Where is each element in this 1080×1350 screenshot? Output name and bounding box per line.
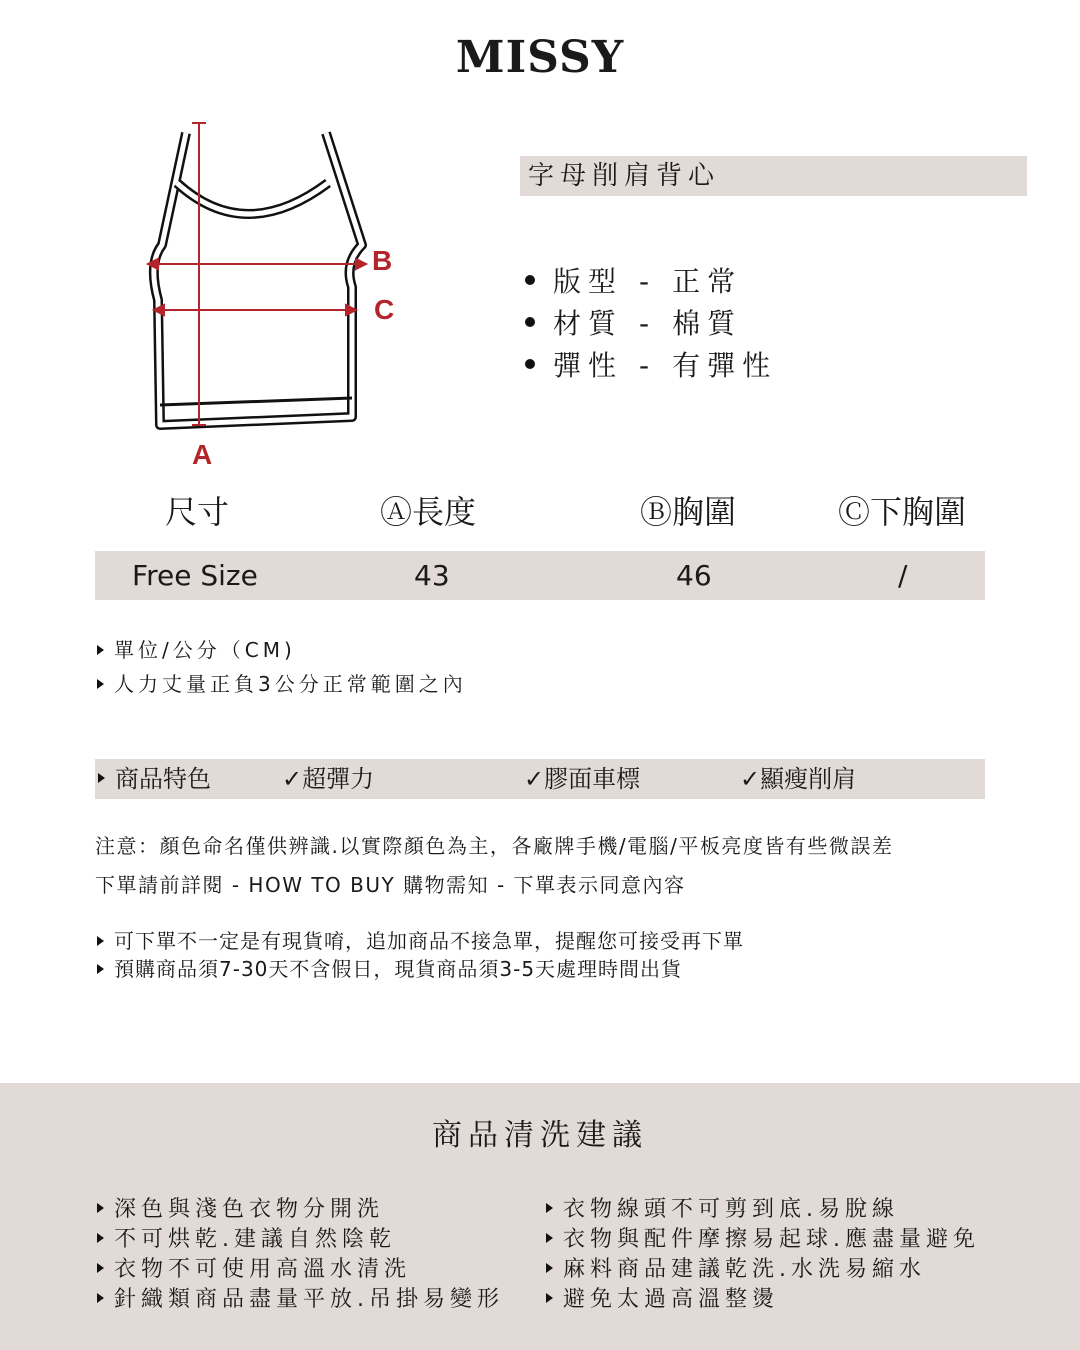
wash-tip: 衣物線頭不可剪到底.易脫線 (546, 1192, 899, 1223)
label-c: C (374, 294, 395, 325)
header-bust: Ⓑ胸圍 (640, 493, 737, 531)
label-b: B (372, 245, 393, 276)
wash-tip: 不可烘乾.建議自然陰乾 (97, 1222, 396, 1253)
feature-rubber-label: ✓膠面車標 (524, 765, 641, 793)
size-note-unit: 單位/公分（CM) (97, 634, 296, 663)
wash-tip: 衣物與配件摩擦易起球.應盡量避免 (546, 1222, 980, 1253)
triangle-bullet-icon (97, 1293, 104, 1303)
spec-material: 材質 - 棉質 (525, 302, 742, 342)
triangle-bullet-icon (97, 936, 104, 946)
triangle-bullet-icon (546, 1233, 553, 1243)
bullet-icon (525, 275, 535, 285)
tank-top-outline (154, 133, 362, 425)
header-underbust: Ⓒ下胸圍 (838, 493, 967, 531)
cell-size: Free Size (132, 559, 258, 592)
spec-fit: 版型 - 正常 (525, 260, 742, 300)
triangle-bullet-icon (98, 773, 105, 783)
bullet-icon (525, 359, 535, 369)
cell-length: 43 (414, 559, 450, 592)
cell-underbust: / (898, 559, 908, 592)
bullet-icon (525, 317, 535, 327)
triangle-bullet-icon (97, 645, 104, 655)
cell-bust: 46 (676, 559, 712, 592)
spec-elasticity: 彈性 - 有彈性 (525, 344, 777, 384)
triangle-bullet-icon (97, 1263, 104, 1273)
product-title: 字母削肩背心 (528, 161, 721, 191)
caution-line-2: 下單請前詳閱 - HOW TO BUY 購物需知 - 下單表示同意內容 (95, 873, 686, 897)
wash-title: 商品清洗建議 (432, 1118, 648, 1153)
wash-tip: 針織類商品盡量平放.吊掛易變形 (97, 1282, 504, 1313)
brand-logo: MISSY (455, 32, 625, 83)
wash-tip: 深色與淺色衣物分開洗 (97, 1192, 384, 1223)
triangle-bullet-icon (97, 1233, 104, 1243)
triangle-bullet-icon (546, 1293, 553, 1303)
tank-top-diagram (140, 115, 440, 475)
order-note-1: 可下單不一定是有現貨唷，追加商品不接急單，提醒您可接受再下單 (97, 925, 744, 954)
label-a: A (192, 439, 213, 470)
size-note-tolerance: 人力丈量正負3公分正常範圍之內 (97, 668, 467, 697)
caution-line-1: 注意：顏色命名僅供辨識.以實際顏色為主，各廠牌手機/電腦/平板亮度皆有些微誤差 (95, 834, 894, 858)
triangle-bullet-icon (546, 1203, 553, 1213)
order-note-2: 預購商品須7-30天不含假日，現貨商品須3-5天處理時間出貨 (97, 953, 682, 982)
triangle-bullet-icon (97, 679, 104, 689)
feature-slimming: ✓顯瘦削肩 (740, 765, 857, 793)
wash-tip: 衣物不可使用高溫水清洗 (97, 1252, 411, 1283)
wash-tip: 避免太過高溫整燙 (546, 1282, 779, 1313)
feature-stretch: ✓超彈力 (282, 765, 375, 793)
features-label: 商品特色 (98, 759, 211, 799)
wash-tip: 麻料商品建議乾洗.水洗易縮水 (546, 1252, 926, 1283)
header-length: Ⓐ長度 (380, 493, 477, 531)
triangle-bullet-icon (546, 1263, 553, 1273)
triangle-bullet-icon (97, 1203, 104, 1213)
header-size: 尺寸 (165, 493, 230, 531)
triangle-bullet-icon (97, 964, 104, 974)
